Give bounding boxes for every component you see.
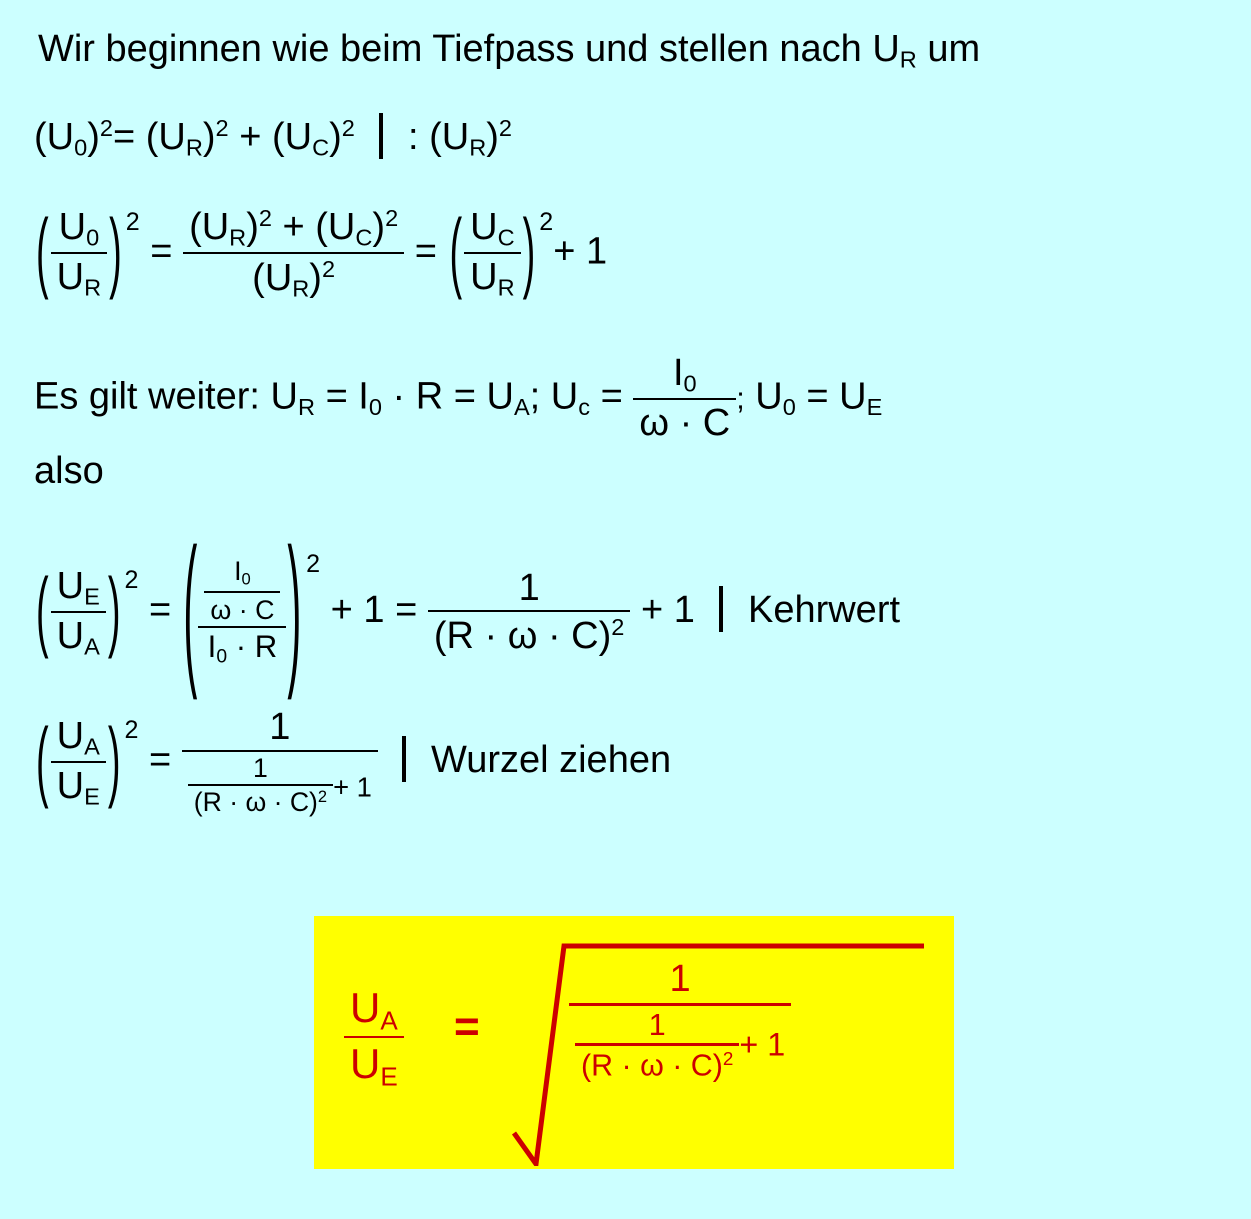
eq2-lhs-fraction	[51, 206, 107, 301]
eq1-lhs-exp: 2	[99, 115, 113, 142]
result-radicand	[569, 958, 791, 1082]
eq4-lhs-num-sub: E	[84, 583, 100, 610]
eq4-inner-exponent: 2	[306, 550, 321, 578]
eq4-equals-1: =	[149, 589, 172, 632]
eq2-mid-num2: (U	[315, 205, 356, 248]
eq5-rhs-inner-den	[188, 786, 333, 818]
eq2-rhs-exponent: 2	[539, 207, 554, 236]
eq4-lhs-denominator	[51, 613, 106, 660]
eq4-inner-den-rest: · R	[235, 628, 278, 664]
eq5-lhs-denominator	[51, 763, 106, 810]
eq1-lhs-open: (U	[34, 116, 75, 158]
equation-2	[34, 205, 607, 302]
eq4-lhs-numerator	[51, 565, 106, 613]
eq5-rhs-inner-den-exp: 2	[317, 788, 328, 807]
eq3-uc-sub: c	[578, 393, 591, 420]
eq2-mid-num2-sub: C	[355, 224, 373, 251]
equation-5	[34, 706, 671, 818]
eq4-lhs-den-text: U	[56, 614, 85, 657]
result-radicand-inner-den-exp: 2	[722, 1047, 734, 1069]
vertical-bar-divider	[379, 113, 383, 159]
eq4-inner-num-den: ω · C	[210, 594, 275, 625]
eq5-rhs-den-plus: + 1	[333, 770, 372, 802]
result-lhs-denominator	[344, 1038, 404, 1091]
eq4-rhs-fraction	[428, 567, 631, 658]
eq1-operation: : (U	[407, 116, 470, 158]
eq3-ua-sub: A	[513, 393, 530, 420]
paren-open-4: (	[183, 519, 198, 705]
eq2-rhs-den-sub: R	[497, 274, 515, 301]
eq4-plus-1: + 1	[330, 589, 385, 632]
eq2-lhs-num-text: U	[58, 205, 87, 248]
vertical-bar-divider-2	[719, 586, 723, 632]
paren-close-5: )	[107, 712, 121, 812]
eq4-inner-fraction	[198, 556, 286, 667]
eq5-lhs-num-text: U	[56, 714, 85, 757]
eq1-t1-exp: 2	[215, 115, 229, 142]
eq4-rhs-denominator	[428, 612, 631, 658]
eq3-dot-r: · R = U	[392, 375, 514, 418]
eq3-frac-num-text: I	[672, 352, 684, 394]
eq4-rhs-den-text: (R · ω · C)	[433, 615, 612, 658]
eq2-tail: + 1	[553, 230, 608, 273]
eq2-mid-num2-close: )	[372, 205, 386, 248]
eq2-lhs-denominator	[51, 254, 107, 301]
paren-close-2: )	[522, 204, 536, 303]
eq2-rhs-num-sub: C	[497, 224, 515, 251]
eq1-operation-close: )	[486, 116, 499, 158]
eq4-lhs-num-text: U	[56, 564, 85, 607]
eq2-rhs-denominator	[464, 254, 520, 301]
result-radicand-inner-fraction	[575, 1008, 739, 1082]
eq2-mid-num1-sub: R	[229, 224, 247, 251]
eq1-t2-open: (U	[271, 116, 313, 158]
eq3-semicolon-2: ;	[736, 381, 745, 416]
vertical-bar-divider-3	[402, 736, 406, 782]
result-radicand-inner-den	[575, 1046, 739, 1082]
eq5-lhs-den-text: U	[56, 764, 85, 807]
intro-sentence	[38, 30, 980, 72]
result-equals: =	[454, 1002, 480, 1051]
eq2-mid-denominator	[183, 254, 404, 302]
eq2-mid-num1-exp: 2	[258, 205, 272, 231]
eq3-ue-sub: E	[866, 393, 883, 420]
intro-subscript: R	[899, 46, 917, 73]
eq3-frac-num	[633, 352, 736, 400]
eq3-eq-c: = U	[806, 375, 867, 418]
eq4-inner-num-num-text: I	[234, 556, 242, 587]
paren-open-2: (	[449, 204, 463, 303]
eq2-equals-1: =	[150, 230, 173, 273]
eq2-mid-num1: (U	[189, 205, 230, 248]
result-lhs-num-text: U	[350, 984, 381, 1031]
eq2-lhs-den-sub: R	[84, 274, 102, 301]
eq2-lhs-numerator	[51, 206, 107, 254]
eq4-inner-num-num	[204, 556, 280, 592]
paren-open: (	[36, 204, 49, 303]
eq2-mid-den-text: (U	[252, 256, 293, 299]
eq4-plus-2: + 1	[640, 589, 695, 632]
eq5-rhs-inner-den-text: (R · ω · C)	[193, 787, 318, 818]
eq2-equals-2: =	[414, 230, 437, 273]
eq1-equals: =	[112, 116, 136, 158]
eq3-i0-sub: 0	[368, 393, 382, 420]
eq4-rhs-den-exp: 2	[611, 614, 625, 641]
eq2-mid-den-exp: 2	[321, 255, 336, 282]
result-lhs-num-sub: A	[380, 1005, 398, 1036]
eq5-lhs-den-sub: E	[84, 783, 100, 810]
eq5-rhs-numerator: 1	[182, 706, 378, 752]
eq3-uc: U	[550, 375, 579, 418]
eq2-rhs-den-text: U	[470, 255, 498, 298]
eq5-rhs-fraction	[182, 706, 378, 818]
result-lhs-den-sub: E	[380, 1061, 398, 1092]
result-lhs-fraction	[344, 984, 404, 1092]
eq2-lhs-num-sub: 0	[86, 224, 100, 251]
eq3-label: Es gilt weiter:	[34, 375, 260, 418]
eq5-rhs-inner-fraction	[188, 754, 333, 819]
eq3-frac-den: ω · C	[639, 401, 731, 444]
eq1-t1-open: (U	[145, 116, 186, 158]
eq1-t2-close: )	[329, 116, 342, 158]
eq3-ur: U	[270, 375, 298, 418]
equation-4	[34, 519, 901, 705]
eq3-u0: U	[755, 375, 783, 418]
eq3-fraction	[633, 352, 736, 445]
paren-open-5: (	[36, 712, 49, 812]
eq3-u0-sub: 0	[782, 393, 796, 420]
eq3-eq-b: =	[600, 375, 623, 418]
result-radicand-inner-num: 1	[575, 1008, 739, 1046]
paren-close: )	[109, 204, 122, 303]
eq2-lhs-exponent: 2	[125, 207, 140, 236]
eq3-frac-num-sub: 0	[683, 370, 697, 397]
result-radicand-numerator: 1	[569, 958, 791, 1006]
result-highlight-box	[314, 916, 954, 1169]
eq5-lhs-num-sub: A	[84, 733, 100, 760]
eq5-lhs-exponent: 2	[124, 716, 139, 745]
eq2-mid-plus: +	[282, 205, 305, 248]
eq2-mid-num1-close: )	[246, 205, 259, 248]
result-radicand-inner-den-text: (R · ω · C)	[581, 1047, 723, 1082]
eq4-inner-num-fraction	[204, 556, 280, 624]
eq2-mid-numerator	[183, 205, 404, 254]
eq5-lhs-fraction	[51, 715, 106, 810]
result-lhs-den-text: U	[350, 1040, 381, 1088]
eq4-rhs-numerator: 1	[428, 567, 631, 613]
eq4-inner-den-text: I	[207, 628, 217, 664]
eq1-t1-close: )	[202, 116, 216, 158]
eq2-rhs-numerator	[464, 206, 520, 254]
eq3-semicolon: ;	[529, 375, 541, 418]
eq4-note: Kehrwert	[747, 589, 901, 632]
result-equation	[314, 916, 954, 1169]
eq5-rhs-denominator	[182, 752, 378, 819]
result-radicand-den-plus: + 1	[739, 1025, 786, 1062]
eq1-t1-sub: R	[185, 134, 203, 161]
result-radicand-fraction	[569, 958, 791, 1082]
eq5-lhs-numerator	[51, 715, 106, 763]
eq2-mid-num2-exp: 2	[385, 205, 399, 231]
intro-text-before: Wir beginnen wie beim Tiefpass und stellen nach U	[38, 28, 900, 70]
eq4-inner-denominator	[198, 628, 286, 668]
eq4-lhs-fraction	[51, 565, 106, 660]
eq2-rhs-num-text: U	[470, 205, 498, 248]
eq1-lhs-close: )	[87, 116, 100, 158]
eq1-t2-exp: 2	[341, 115, 355, 142]
eq1-lhs-sub: 0	[74, 134, 88, 161]
paren-close-4: )	[287, 519, 302, 705]
also-text: also	[34, 450, 104, 492]
eq4-lhs-den-sub: A	[84, 633, 100, 660]
eq5-note: Wurzel ziehen	[431, 739, 672, 782]
eq2-mid-den-sub: R	[292, 275, 310, 302]
eq1-t2-sub: C	[312, 134, 330, 161]
paren-open-3: (	[36, 562, 49, 662]
eq4-inner-num-num-sub: 0	[241, 570, 251, 590]
eq5-rhs-inner-num: 1	[188, 754, 333, 787]
eq4-inner-numerator	[198, 556, 286, 627]
eq4-inner-den-sub: 0	[216, 646, 228, 668]
result-radicand-denominator	[569, 1006, 791, 1082]
eq5-equals: =	[149, 739, 172, 782]
eq2-rhs-fraction	[464, 206, 520, 301]
eq3-eq-a: = I	[325, 375, 369, 418]
result-lhs-numerator	[344, 984, 404, 1038]
eq1-plus: +	[239, 116, 262, 158]
eq2-lhs-den-text: U	[56, 255, 85, 298]
eq4-lhs-exponent: 2	[124, 566, 139, 595]
eq2-mid-fraction	[183, 205, 404, 302]
equation-1	[34, 113, 512, 160]
intro-text-after: um	[916, 28, 981, 70]
eq1-operation-exp: 2	[498, 115, 512, 142]
result-lhs	[344, 984, 404, 1092]
eq1-operation-sub: R	[469, 134, 487, 161]
eq3-ur-sub: R	[297, 393, 315, 420]
eq2-mid-den-close: )	[309, 256, 322, 299]
paren-close-3: )	[107, 562, 121, 662]
eq4-equals-2: =	[395, 589, 418, 632]
equation-3	[34, 352, 882, 445]
